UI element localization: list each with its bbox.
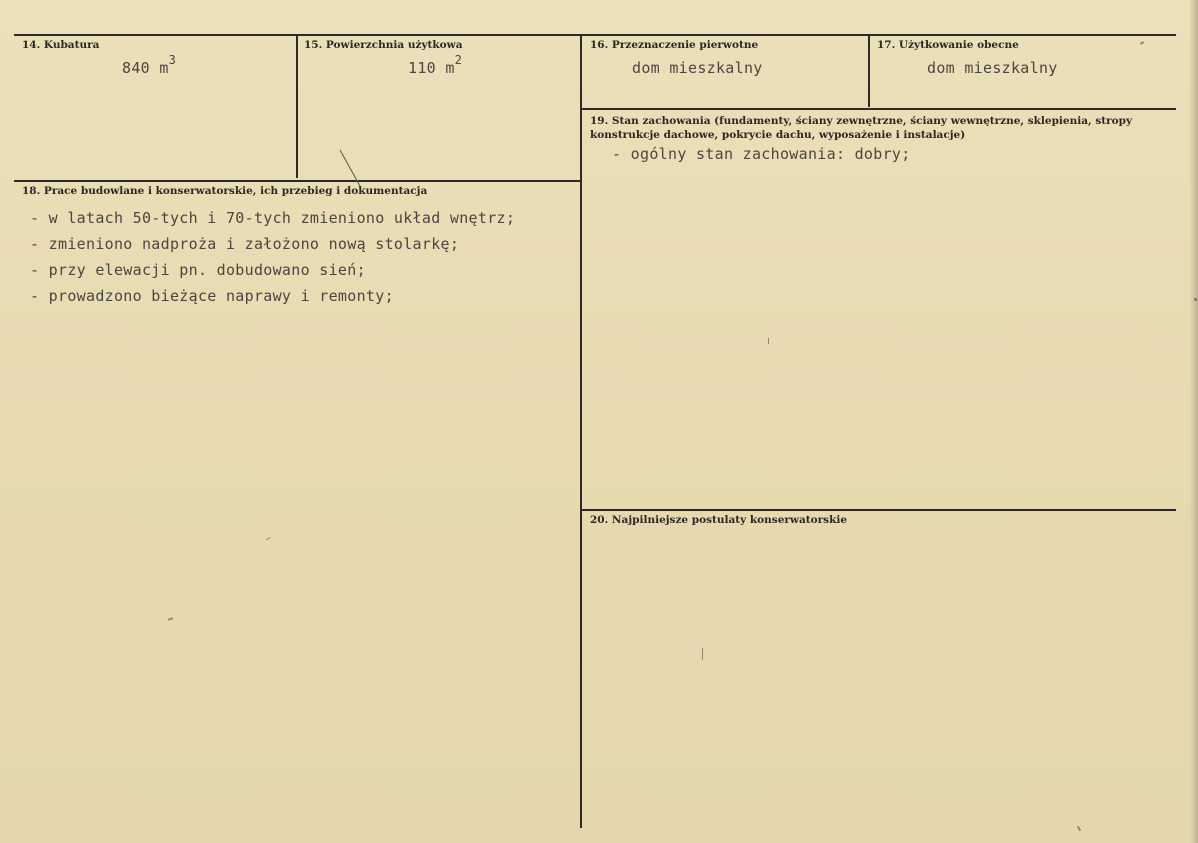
rule-above-20 — [582, 509, 1176, 511]
field-17-label: 17. Użytkowanie obecne — [877, 39, 1019, 51]
field-14-label: 14. Kubatura — [22, 39, 100, 51]
rule-above-19 — [582, 108, 1176, 110]
list-item: - zmieniono nadproża i założono nową stolarkę; — [30, 235, 460, 253]
rule-above-18 — [14, 180, 582, 182]
field-15-unit-exponent: 2 — [454, 53, 463, 67]
field-18-label: 18. Prace budowlane i konserwatorskie, ich przebieg i dokumentacja — [22, 185, 428, 197]
paper-speck — [768, 338, 769, 344]
field-16-value: dom mieszkalny — [632, 59, 763, 77]
field-19-label: 19. Stan zachowania (fundamenty, ściany zewnętrzne, ściany wewnętrzne, sklepienia, stropy konstrukcje dachowe, pokrycie dachu, wyposażenie i instalacje) — [590, 115, 1133, 141]
list-item: - przy elewacji pn. dobudowano sień; — [30, 261, 366, 279]
field-17-value: dom mieszkalny — [927, 59, 1058, 77]
paper-speck — [702, 648, 703, 660]
field-15-number: 110 m — [408, 59, 455, 77]
divider-14-15 — [296, 35, 298, 178]
card-edge — [1190, 0, 1198, 843]
field-15-value — [408, 53, 463, 77]
top-rule — [14, 34, 1176, 36]
list-item: - prowadzono bieżące naprawy i remonty; — [30, 287, 394, 305]
field-14-value — [122, 53, 177, 77]
field-16-label: 16. Przeznaczenie pierwotne — [590, 39, 759, 51]
divider-15-16 — [580, 35, 582, 828]
field-20-label: 20. Najpilniejsze postulaty konserwatorskie — [590, 514, 848, 526]
field-14-number: 840 m — [122, 59, 169, 77]
paper-speck — [1194, 298, 1197, 301]
list-item: - w latach 50-tych i 70-tych zmieniono układ wnętrz; — [30, 209, 516, 227]
pencil-stroke — [338, 148, 366, 190]
divider-16-17 — [868, 35, 870, 107]
field-15-label: 15. Powierzchnia użytkowa — [304, 39, 463, 51]
field-14-unit-exponent: 3 — [168, 53, 177, 67]
field-19-value: - ogólny stan zachowania: dobry; — [612, 145, 911, 163]
